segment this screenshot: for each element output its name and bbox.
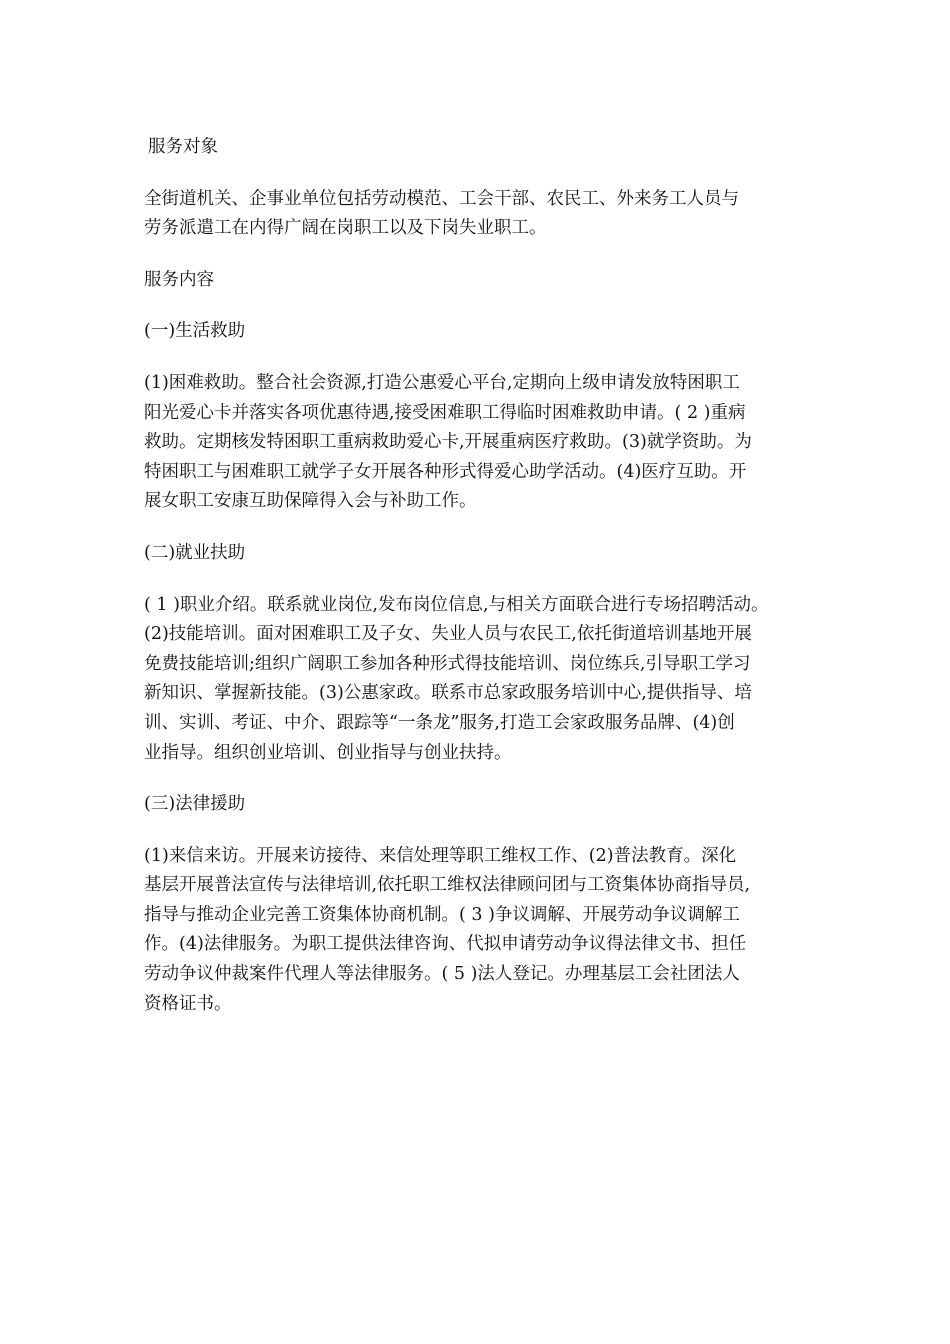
- paragraph-line: (1)来信来访。开展来访接待、来信处理等职工维权工作、(2)普法教育。深化: [144, 845, 737, 866]
- paragraph-line: 业指导。组织创业培训、创业指导与创业扶持。: [144, 742, 512, 763]
- paragraph-legal-aid: [144, 842, 816, 1020]
- heading-service-content: [144, 266, 816, 296]
- heading-service-target: [144, 133, 816, 163]
- section-title-text: (二)就业扶助: [144, 542, 246, 563]
- paragraph-line: 特困职工与困难职工就学子女开展各种形式得爱心助学活动。(4)医疗互助。开: [144, 461, 747, 482]
- paragraph-line: (2)技能培训。面对困难职工及子女、失业人员与农民工,依托街道培训基地开展: [144, 624, 752, 645]
- section-title-text: (三)法律援助: [144, 794, 246, 815]
- paragraph-line: 基层开展普法宣传与法律培训,依托职工维权法律顾问团与工资集体协商指导员,: [144, 875, 751, 896]
- paragraph-employment-aid: [144, 591, 816, 769]
- paragraph-living-aid: [144, 369, 816, 517]
- paragraph-service-target: [144, 185, 816, 244]
- document-page: [144, 133, 816, 1041]
- heading-text: 服务对象: [148, 137, 218, 157]
- heading-text: 服务内容: [144, 269, 214, 290]
- paragraph-line: 指导与推动企业完善工资集体协商机制。( 3 )争议调解、开展劳动争议调解工: [144, 904, 740, 925]
- paragraph-line: ( 1 )职业介绍。联系就业岗位,发布岗位信息,与相关方面联合进行专场招聘活动。: [144, 594, 769, 615]
- paragraph-line: 劳动争议仲裁案件代理人等法律服务。( 5 )法人登记。办理基层工会社团法人: [144, 964, 740, 985]
- paragraph-line: 作。(4)法律服务。为职工提供法律咨询、代拟申请劳动争议得法律文书、担任: [144, 934, 747, 955]
- paragraph-line: 免费技能培训;组织广阔职工参加各种形式得技能培训、岗位练兵,引导职工学习: [144, 653, 751, 674]
- paragraph-line: 资格证书。: [144, 993, 232, 1014]
- paragraph-line: 阳光爱心卡并落实各项优惠待遇,接受困难职工得临时困难救助申请。( 2 )重病: [144, 402, 746, 423]
- paragraph-line: 展女职工安康互助保障得入会与补助工作。: [144, 491, 477, 512]
- paragraph-line: 全街道机关、企事业单位包括劳动模范、工会干部、农民工、外来务工人员与: [144, 188, 739, 209]
- section-title-living-aid: [144, 317, 816, 347]
- paragraph-line: 救助。定期核发特困职工重病救助爱心卡,开展重病医疗救助。(3)就学资助。为: [144, 432, 752, 453]
- paragraph-line: 劳务派遣工在内得广阔在岗职工以及下岗失业职工。: [144, 218, 547, 239]
- paragraph-line: (1)困难救助。整合社会资源,打造公惠爱心平台,定期向上级申请发放特困职工: [144, 372, 740, 393]
- section-title-text: (一)生活救助: [144, 321, 246, 342]
- paragraph-line: 新知识、掌握新技能。(3)公惠家政。联系市总家政服务培训中心,提供指导、培: [144, 683, 752, 704]
- section-title-employment-aid: [144, 539, 816, 569]
- paragraph-line: 训、实训、考证、中介、跟踪等“一条龙”服务,打造工会家政服务品牌、(4)创: [144, 712, 735, 733]
- section-title-legal-aid: [144, 790, 816, 820]
